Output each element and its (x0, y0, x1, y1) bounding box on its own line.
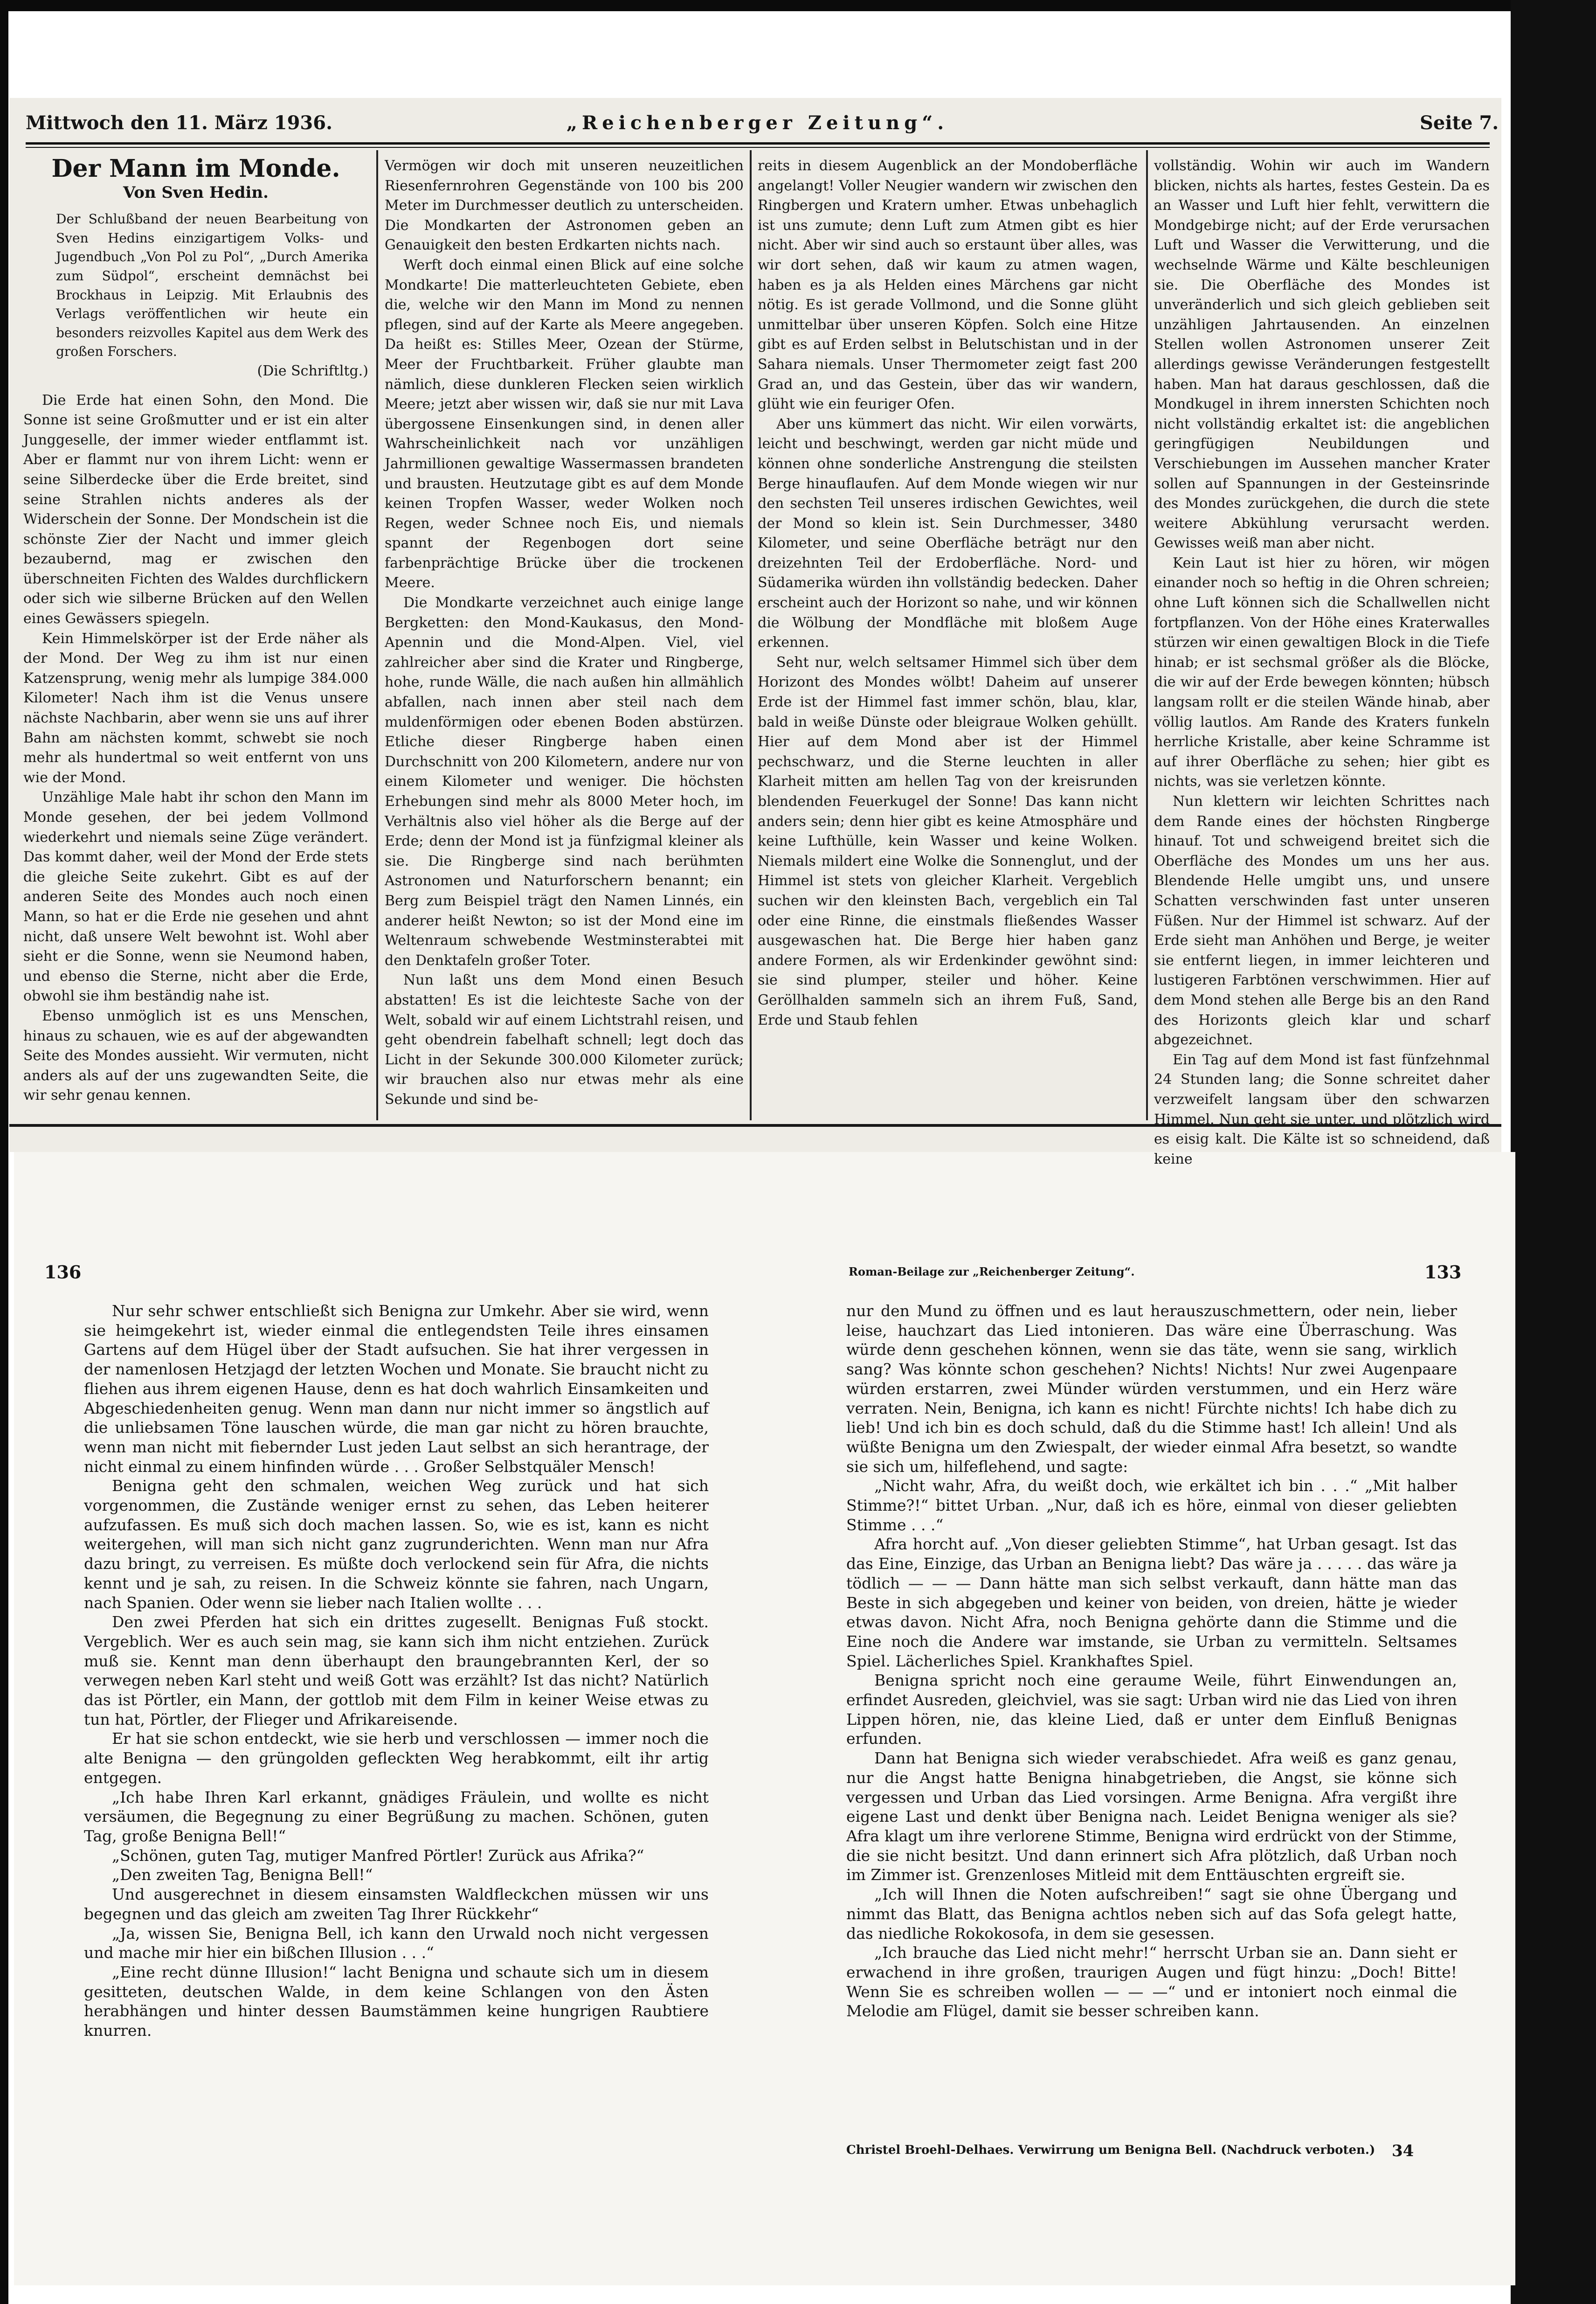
article-intro: Der Schlußband der neuen Bearbeitung von Sven Hedins einzigartigem Volks- und Jugendbuch „Von Pol zu Pol“, „Durch Amerika zum Südpol“, erscheint demnächst bei Brockhaus in Leipzig. Mit Erlaubnis des Verlags veröffentlichen wir heute ein besonders reizvolles Kapitel aus dem Werk des großen Forschers. (56, 211, 368, 360)
header-rule-thin (26, 147, 1490, 148)
novel-paragraph: „Den zweiten Tag, Benigna Bell!“ (112, 1866, 373, 1884)
column-rule (376, 150, 378, 1120)
scan-border-right (1511, 0, 1596, 2304)
newspaper-header (26, 112, 1499, 140)
supplement-left-page-number: 136 (44, 1262, 82, 1283)
article-paragraph: Werft doch einmal einen Blick auf eine solche Mondkarte! Die matterleuchteten Gebiete, eben die, welche wir den Mann im Mond zu nennen pflegen, sind auf der Karte als Meere angegeben. Da heißt es: Stilles Meer, Ozean der Stürme, Meer der Fruchtbarkeit. Früher glaubte man nämlich, diese dunkleren Flecken seien wirklich Meere; jetzt aber wissen wir, daß sie nur mit Lava übergossene Einsenkungen sind, in denen aller Wahrscheinlichkeit nach vor unzähligen Jahrmillionen gewaltige Wassermassen brandeten und brausten. Heutzutage gibt es auf dem Monde keinen Tropfen Wasser, weder Wolken noch Regen, weder Schnee noch Eis, und niemals spannt der Regenbogen dort seine farbenprächtige Brücke über die trockenen Meere. (385, 257, 744, 591)
article-paragraph: Seht nur, welch seltsamer Himmel sich über dem Horizont des Mondes wölbt! Daheim auf unserer Erde ist der Himmel fast immer schön, blau, klar, bald in weiße Dünste oder bleigraue Wolken gehüllt. Hier auf dem Mond aber ist der Himmel pechschwarz, und die Sterne leuchten in aller Klarheit mitten am hellen Tag von der kreisrunden blendenden Feuerkugel der Sonne! Das kann nicht anders sein; denn hier gibt es keine Atmosphäre und keine Lufthülle, kein Wasser und keine Wolken. Niemals mildert eine Wolke die Sonnenglut, und der Himmel ist stets von gleicher Klarheit. Vergeblich suchen wir den kleinsten Bach, vergeblich ein Tal oder eine Rinne, die einstmals fließendes Wasser ausgewaschen hat. Die Berge hier haben ganz andere Formen, als wir Erdenkinder gewöhnt sind: sie sind plumper, steiler und höher. Keine Geröllhalden sammeln sich an ihrem Fuß, Sand, Erde und Staub fehlen (758, 654, 1138, 1028)
novel-paragraph: Benigna spricht noch eine geraume Weile, führt Einwendungen an, erfindet Ausreden, gleichviel, was sie sagt: Urban wird nie das Lied von ihren Lippen hören, nie, das kleine Lied, daß er unter dem Einfluß Benignas erfunden. (846, 1671, 1457, 1748)
article-paragraph: vollständig. Wohin wir auch im Wandern blicken, nichts als hartes, festes Gestein. Da es an Wasser und Luft hier fehlt, verwittern die Mondgebirge nicht; auf der Erde verursachen Luft und Wasser die Verwitterung, und die wechselnde Wärme und Kälte beschleunigen sie. Die Oberfläche des Mondes ist unveränderlich und sich gleich geblieben seit unzähligen Jahrtausenden. An einzelnen Stellen wollen Astronomen unserer Zeit allerdings gewisse Veränderungen festgestellt haben. Man hat daraus geschlossen, daß die Mondkugel in ihrem innersten Schichten noch nicht vollständig erkaltet ist: die angeblichen geringfügigen Neubildungen und Verschiebungen im Aussehen mancher Krater sollen auf Spannungen in der Gesteinsrinde des Mondes zurückgehen, die durch die stete weitere Abkühlung verursacht werden. Gewisses weiß man aber nicht. (1154, 158, 1490, 552)
article-paragraph: Die Mondkarte verzeichnet auch einige lange Bergketten: den Mond-Kaukasus, den Mond-Apennin und die Mond-Alpen. Viel, viel zahlreicher aber sind die Krater und Ringberge, hohe, runde Wälle, die nach außen hin allmählich abfallen, nach innen aber steil nach dem muldenförmigen oder ebenen Boden abstürzen. Etliche dieser Ringberge haben einen Durchschnitt von 200 Kilometern, andere nur von einem Kilometer und weniger. Die höchsten Erhebungen sind mehr als 8000 Meter hoch, im Verhältnis also viel höher als die Berge auf der Erde; denn der Mond ist ja fünfzigmal kleiner als sie. Die Ringberge sind nach berühmten Astronomen und Naturforschern benannt; ein Berg zum Beispiel trägt den Namen Linnés, ein anderer heißt Newton; so ist der Mond eine im Weltenraum schwebende Westminsterabtei mit den Denktafeln großer Toter. (385, 595, 744, 969)
novel-paragraph: „Schönen, guten Tag, mutiger Manfred Pörtler! Zurück aus Afrika?“ (112, 1846, 644, 1865)
supplement-left-column (84, 1301, 709, 2141)
novel-paragraph: „Ich will Ihnen die Noten aufschreiben!“ sagt sie ohne Übergang und nimmt das Blatt, das Benigna achtlos neben sich auf das Sofa gelegt hatte, das niedliche Rokokosofa, in dem sie gesessen. (846, 1885, 1457, 1943)
article-paragraph: Nun laßt uns dem Mond einen Besuch abstatten! Es ist die leichteste Sache von der Welt, sobald wir auf einem Lichtstrahl reisen, und geht obendrein fabelhaft schnell; legt doch das Licht in der Sekunde 300.000 Kilometer zurück; wir brauchen also nur etwas mehr als eine Sekunde und sind be- (385, 972, 744, 1108)
article-column-3 (758, 156, 1138, 1122)
article-paragraph: Vermögen wir doch mit unseren neuzeitlichen Riesenfernrohren Gegenstände von 100 bis 200 Meter im Durchmesser deutlich zu unterscheiden. Die Mondkarten der Astronomen geben an Genauigkeit den besten Erdkarten nichts nach. (385, 158, 744, 254)
novel-paragraph: Dann hat Benigna sich wieder verabschiedet. Afra weiß es ganz genau, nur die Angst hatte Benigna hinabgetrieben, die Angst, sie könne sich vergessen und Urban das Lied vorsingen. Arme Benigna. Afra vergißt ihre eigene Last und denkt über Benigna nach. Leidet Benigna weniger als sie? Afra klagt um ihre verlorene Stimme, Benigna wird erdrückt von der Stimme, die sie nicht besitzt. Und dann erinnert sich Afra plötzlich, daß Urban noch im Zimmer ist. Grenzenloses Mitleid mit dem Enttäuschten ergreift sie. (846, 1749, 1457, 1884)
supplement-running-head: Roman-Beilage zur „Reichenberger Zeitung“. (849, 1265, 1135, 1278)
article-column-1 (23, 156, 368, 1122)
article-intro-credit: (Die Schriftltg.) (257, 362, 368, 379)
novel-paragraph: Benigna geht den schmalen, weichen Weg zurück und hat sich vorgenommen, die Zustände weniger ernst zu sehen, das Leben heiterer aufzufassen. Es muß sich doch machen lassen. So, wie es ist, kann es nicht weitergehen, will man sich nicht ganz zugrunderichten. Wenn man nur Afra dazu bringt, zu verreisen. Es müßte doch verlockend sein für Afra, die nichts kennt und je sah, zu reisen. In die Schweiz könnte sie fahren, nach Ungarn, nach Spanien. Oder wenn sie lieber nach Italien wollte . . . (84, 1477, 709, 1612)
article-paragraph: Aber uns kümmert das nicht. Wir eilen vorwärts, leicht und beschwingt, werden gar nicht müde und können ohne sonderliche Anstrengung die steilsten Berge hinauflaufen. Auf dem Monde wiegen wir nur den sechsten Teil unseres irdischen Gewichtes, weil der Mond so klein ist. Sein Durchmesser, 3480 Kilometer, und seine Oberfläche beträgt nur den dreizehnten Teil der Erdoberfläche. Nord- und Südamerika würden ihn vollständig bedecken. Daher erscheint auch der Horizont so nahe, und wir können die Wölbung der Mondfläche mit bloßem Auge erkennen. (758, 416, 1138, 651)
header-page: Seite 7. (1420, 112, 1499, 134)
scan-border-top (0, 0, 1596, 11)
header-date: Mittwoch den 11. März 1936. (26, 112, 333, 134)
novel-paragraph: Den zwei Pferden hat sich ein drittes zugesellt. Benignas Fuß stockt. Vergeblich. Wer es auch sein mag, sie kann sich ihm nicht entziehen. Zurück muß sie. Kennt man denn überhaupt den braungebrannten Kerl, der so verwegen neben Karl steht und weiß Gott was erzählt? Ist das nicht? Natürlich das ist Pörtler, ein Mann, der gottlob mit dem Film in keiner Weise etwas zu tun hat, Pörtler, der Flieger und Afrikareisende. (84, 1613, 709, 1728)
novel-paragraph: Er hat sie schon entdeckt, wie sie herb und verschlossen — immer noch die alte Benigna — den grüngolden gefleckten Weg herabkommt, eilt ihr artig entgegen. (84, 1729, 709, 1787)
article-paragraph: Ebenso unmöglich ist es uns Menschen, hinaus zu schauen, wie es auf der abgewandten Seite des Mondes aussieht. Wir vermuten, nicht anders als auf der uns zugewandten Seite, die wir sehr genau kennen. (23, 1007, 368, 1104)
article-paragraph: Die Erde hat einen Sohn, den Mond. Die Sonne ist seine Großmutter und er ist ein alter Junggeselle, der immer wieder entflammt ist. Aber er flammt nur von ihrem Licht: wenn er seine Silberdecke über die Erde breitet, sind seine Strahlen nichts anderes als der Widerschein der Sonne. Der Mondschein ist die schönste Zier der Nacht und immer gleich bezaubernd, mag er zwischen den überschneiten Fichten des Waldes durchflickern oder sich wie silberne Brücken auf den Wellen eines Gewässers spiegeln. (23, 392, 368, 627)
column-rule (750, 150, 752, 1120)
article-author: Von Sven Hedin. (123, 183, 269, 202)
article-paragraph: Kein Laut ist hier zu hören, wir mögen einander noch so heftig in die Ohren schreien; ohne Luft können sich die Schallwellen nicht fortpflanzen. Von der Höhe eines Kraterwalles stürzen wir einen gewaltigen Block in die Tiefe hinab; er ist sechsmal größer als die Blöcke, die wir auf der Erde bewegen könnten; hübsch langsam rollt er die steilen Wände hinab, aber völlig lautlos. Am Rande des Kraters funkeln herrliche Kristalle, aber keine Schramme ist auf ihrer Oberfläche zu sehen; hier gibt es nichts, was sie verletzen könnte. (1154, 555, 1490, 790)
novel-paragraph: „Ich habe Ihren Karl erkannt, gnädiges Fräulein, und wollte es nicht versäumen, die Begegnung zu einer Begrüßung zu machen. Schönen, guten Tag, große Benigna Bell!“ (84, 1788, 709, 1845)
header-title: „Reichenberger Zeitung“. (567, 112, 949, 134)
article-paragraph: Ein Tag auf dem Mond ist fast fünfzehnmal 24 Stunden lang; die Sonne schreitet daher verzweifelt langsam über den schwarzen Himmel. Nun geht sie unter, und plötzlich wird es eisig kalt. Die Kälte ist so schneidend, daß keine (1154, 1051, 1490, 1167)
article-column-4 (1154, 156, 1490, 1167)
supplement-footer: Christel Broehl-Delhaes. Verwirrung um Benigna Bell. (Nachdruck verboten.) (846, 2143, 1375, 2157)
supplement-footer-number: 34 (1392, 2142, 1414, 2160)
supplement-right-column (846, 1301, 1457, 2127)
header-rule (26, 142, 1490, 145)
novel-paragraph: Und ausgerechnet in diesem einsamsten Waldfleckchen müssen wir uns begegnen und das gleich am zweiten Tag Ihrer Rückkehr“ (84, 1885, 709, 1923)
novel-paragraph: nur den Mund zu öffnen und es laut herauszuschmettern, oder nein, lieber leise, hauchzart das Lied intonieren. Das wäre eine Überraschung. Was würde denn geschehen können, wenn sie das täte, wenn sie sang, wirklich sang? Was könnte schon geschehen? Nichts! Nichts! Nur zwei Augenpaare würden erstarren, zwei Münder würden verstummen, und ein Herz wäre verraten. Nein, Benigna, ich kann es nicht! Fürchte nichts! Ich habe dich zu lieb! Und ich bin es doch schuld, daß du die Stimme hast! Ich allein! Und als wüßte Benigna um den Zwiespalt, der wieder einmal Afra besetzt, so wandte sie sich um, hilfeflehend, und sagte: (846, 1302, 1457, 1476)
supplement-right-page-number: 133 (1424, 1262, 1462, 1283)
novel-paragraph: Afra horcht auf. „Von dieser geliebten Stimme“, hat Urban gesagt. Ist das das Eine, Einzige, das Urban an Benigna liebt? Das wäre ja . . . . . das wäre ja tödlich — — — Dann hätte man sich selbst verkauft, dann hätte man das Beste in sich abgegeben und keiner von beiden, von dreien, hätte je wieder etwas davon. Nicht Afra, noch Benigna gehörte dann die Stimme und die Eine noch die Andere war imstande, sie Urban zu vermitteln. Seltsames Spiel. Lächerliches Spiel. Krankhaftes Spiel. (846, 1535, 1457, 1670)
article-title: Der Mann im Monde. (51, 154, 340, 183)
article-paragraph: reits in diesem Augenblick an der Mondoberfläche angelangt! Voller Neugier wandern wir zwischen den Ringbergen und Kratern umher. Etwas unbehaglich ist uns zumute; denn Luft zum Atmen gibt es hier nicht. Aber wir sind auch so erstaunt über alles, was wir dort sehen, daß wir kaum zu atmen wagen, haben es ja als Helden eines Märchens gar nicht nötig. Es ist gerade Vollmond, und die Sonne glüht unmittelbar über unseren Köpfen. Solch eine Hitze gibt es auf Erden selbst in Belutschistan und in der Sahara niemals. Unser Thermometer zeigt fast 200 Grad an, und das Gestein, über das wir wandern, glüht wie ein feuriger Ofen. (758, 158, 1138, 413)
article-paragraph: Unzählige Male habt ihr schon den Mann im Monde gesehen, der bei jedem Vollmond wiederkehrt und niemals seine Züge verändert. Das kommt daher, weil der Mond der Erde stets die gleiche Seite zukehrt. Gibt es auf der anderen Seite des Mondes auch noch einen Mann, so hat er die Erde nie gesehen und ahnt nicht, daß unsere Welt bewohnt ist. Wohl aber sieht er die Sonne, wenn sie Neumond haben, und ebenso die Sterne, nicht aber die Erde, obwohl sie ihm beständig nahe ist. (23, 789, 368, 1005)
novel-paragraph: „Nicht wahr, Afra, du weißt doch, wie erkältet ich bin . . .“ „Mit halber Stimme?!“ bittet Urban. „Nur, daß ich es höre, einmal von dieser geliebten Stimme . . .“ (846, 1477, 1457, 1534)
scan-border-left (0, 0, 8, 2304)
novel-paragraph: „Ich brauche das Lied nicht mehr!“ herrscht Urban sie an. Dann sieht er erwachend in ihre großen, traurigen Augen und fügt hinzu: „Doch! Bitte! Wenn Sie es schreiben wollen — — —“ und er intoniert noch einmal die Melodie am Flügel, damit sie besser schreiben kann. (846, 1943, 1457, 2020)
novel-paragraph: Nur sehr schwer entschließt sich Benigna zur Umkehr. Aber sie wird, wenn sie heimgekehrt ist, wieder einmal die entlegendsten Teile ihres einsamen Gartens auf dem Hügel über der Stadt aufsuchen. Sie hat ihrer vergessen in der namenlosen Hetzjagd der letzten Wochen und Monate. Sie braucht nicht zu fliehen aus ihrem eigenen Hause, denn es hat doch wahrlich Einsamkeiten und Abgeschiedenheiten genug. Wenn man dann nur nicht immer so ängstlich auf die unliebsamen Töne lauschen würde, die man gar nicht zu hören brauchte, wenn man nicht mit fiebernder Lust jeden Laut selbst an sich herantrage, der nicht einmal zu einem hinfinden würde . . . Großer Selbstquäler Mensch! (84, 1302, 709, 1476)
article-paragraph: Nun klettern wir leichten Schrittes nach dem Rande eines der höchsten Ringberge hinauf. Tot und schweigend breitet sich die Oberfläche des Mondes um uns her aus. Blendende Helle umgibt uns, und unsere Schatten verschwinden fast unter unseren Füßen. Nur der Himmel ist schwarz. Auf der Erde sieht man Anhöhen und Berge, je weiter sie entfernt liegen, in immer leichteren und lustigeren Farbtönen verschwimmen. Hier auf dem Mond stehen alle Berge bis an den Rand des Horizonts gleich klar und scharf abgezeichnet. (1154, 793, 1490, 1048)
novel-paragraph: „Eine recht dünne Illusion!“ lacht Benigna und schaute sich um in diesem gesitteten, deutschen Walde, in dem keine Schlangen von den Ästen herabhängen und hinter dessen Baumstämmen keine hungrigen Raubtiere knurren. (84, 1963, 709, 2040)
article-column-2 (385, 156, 744, 1122)
article-paragraph: Kein Himmelskörper ist der Erde näher als der Mond. Der Weg zu ihm ist nur einen Katzensprung, wenig mehr als lumpige 384.000 Kilometer! Nach ihm ist die Venus unsere nächste Nachbarin, aber wenn sie uns auf ihrer Bahn am nächsten kommt, schwebt sie noch mehr als hundertmal so weit entfernt von uns wie der Mond. (23, 630, 368, 786)
novel-paragraph: „Ja, wissen Sie, Benigna Bell, ich kann den Urwald noch nicht vergessen und mache mir hier ein bißchen Illusion . . .“ (84, 1924, 709, 1962)
column-rule (1146, 150, 1148, 1120)
